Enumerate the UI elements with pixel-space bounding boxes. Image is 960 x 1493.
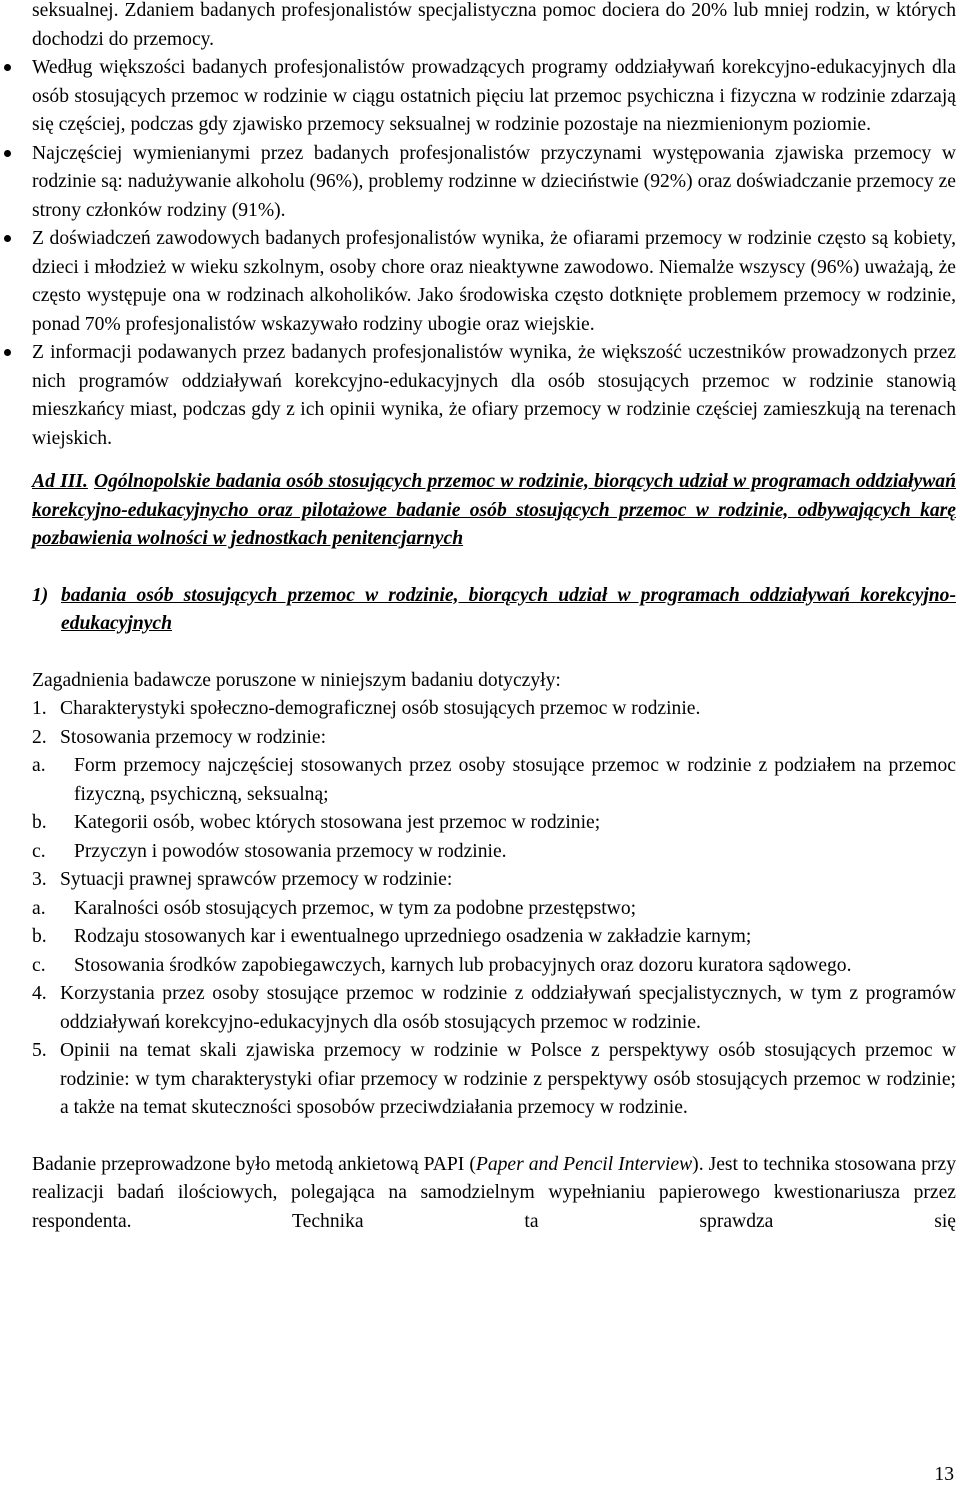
topics-intro: Zagadnienia badawcze poruszone w niniejszym badaniu dotyczyły: — [32, 669, 561, 691]
subtopic-text: Stosowania środków zapobiegawczych, karnych lub probacyjnych oraz dozoru kuratora sądowego. — [74, 954, 852, 976]
subtopic-marker: a. — [32, 755, 46, 776]
method-paragraph — [32, 1151, 956, 1237]
topic-item — [32, 1037, 956, 1123]
document-page — [32, 0, 956, 1236]
topic-marker: 4. — [32, 983, 47, 1004]
subtopic-marker: c. — [32, 954, 46, 976]
subtopic-list — [32, 895, 956, 981]
subtopic-list — [32, 752, 956, 866]
subtopic-text: Karalności osób stosujących przemoc, w tym za podobne przestępstwo; — [74, 897, 637, 919]
topic-text: Sytuacji prawnej sprawców przemocy w rodzinie: — [60, 869, 453, 890]
subtopic-marker: a. — [32, 897, 46, 919]
topic-marker: 1. — [32, 698, 47, 719]
topics-list — [32, 695, 956, 1123]
method-italic-term: Paper and Pencil Interview — [475, 1153, 693, 1175]
topic-text: Korzystania przez osoby stosujące przemoc w rodzinie z oddziaływań specjalistycznych, w tym z programów oddziaływań korekcyjno-edukacyjnych dla osób stosujących przemoc w rodzinie. — [60, 983, 956, 1033]
topic-item — [32, 980, 956, 1037]
subtopic-item — [32, 838, 956, 867]
subtopic-marker: b. — [32, 926, 47, 947]
topic-item — [32, 695, 956, 724]
subsection-title: badania osób stosujących przemoc w rodzinie, biorących udział w programach oddziaływań korekcyjno-edukacyjnych — [61, 584, 956, 634]
subtopic-text: Kategorii osób, wobec których stosowana jest przemoc w rodzinie; — [74, 812, 601, 833]
bullet-item: Według większości badanych profesjonalistów prowadzących programy oddziaływań korekcyjno-edukacyjnych dla osób stosujących przemoc w rodzinie w ciągu ostatnich pięciu lat przemoc psychiczna i fizyczna w rodzinie zdarzają się częściej, podczas gdy zjawisko przemocy seksualnej w rodzinie pozostaje na niezmienionym poziomie. — [32, 54, 956, 140]
subtopic-item — [32, 752, 956, 809]
findings-bullet-list — [32, 54, 956, 453]
page-number: 13 — [934, 1464, 954, 1485]
topic-item — [32, 866, 956, 895]
bullet-item: Z doświadczeń zawodowych badanych profesjonalistów wynika, że ofiarami przemocy w rodzinie często są kobiety, dzieci i młodzież w wieku szkolnym, osoby chore oraz nieaktywne zawodowo. Niemalże wszyscy (96%) uważają, że często występuje ona w rodzinach alkoholików. Jako środowiska często dotknięte problemem przemocy w rodzinie, ponad 70% profesjonalistów wskazywało rodziny ubogie oraz wiejskie. — [32, 225, 956, 339]
topic-marker: 2. — [32, 726, 47, 748]
topic-item — [32, 724, 956, 753]
section-heading — [32, 468, 956, 554]
subtopic-item — [32, 809, 956, 838]
topic-marker: 3. — [32, 869, 47, 890]
subtopic-marker: b. — [32, 812, 47, 833]
subtopic-text: Form przemocy najczęściej stosowanych przez osoby stosujące przemoc w rodzinie z podziałem na przemoc fizyczną, psychiczną, seksualną; — [74, 755, 956, 805]
subsection-number: 1) — [32, 584, 49, 606]
method-text-start: Badanie przeprowadzone było metodą ankietową PAPI ( — [32, 1153, 476, 1175]
section-prefix: Ad III. — [32, 471, 88, 492]
bullet-item: Najczęściej wymienianymi przez badanych profesjonalistów przyczynami występowania zjawiska przemocy w rodzinie są: nadużywanie alkoholu (96%), problemy rodzinne w dzieciństwie (92%) oraz doświadczanie przemocy ze strony członków rodziny (91%). — [32, 140, 956, 226]
method-text-end: ). Jest to technika stosowana przy realizacji badań ilościowych, polegająca na samodzielnym wypełnianiu papierowego kwestionariusza przez respondenta. Technika ta sprawdza się — [32, 1153, 957, 1232]
subtopic-item — [32, 895, 956, 924]
topic-text: Charakterystyki społeczno-demograficznej osób stosujących przemoc w rodzinie. — [60, 698, 701, 719]
subtopic-text: Rodzaju stosowanych kar i ewentualnego uprzedniego osadzenia w zakładzie karnym; — [74, 926, 752, 947]
topic-marker: 5. — [32, 1040, 47, 1061]
section-title: Ogólnopolskie badania osób stosujących przemoc w rodzinie, biorących udział w programach oddziaływań korekcyjno-edukacyjnycho oraz pilotażowe badanie osób stosujących przemoc w rodzinie, odbywających karę pozbawienia wolności w jednostkach penitencjarnych — [32, 471, 957, 549]
subtopic-item — [32, 923, 956, 952]
bullet-item: Z informacji podawanych przez badanych profesjonalistów wynika, że większość uczestników prowadzonych przez nich programów oddziaływań korekcyjno-edukacyjnych dla osób stosujących przemoc w rodzinie stanowią mieszkańcy miast, podczas gdy z ich opinii wynika, że ofiary przemocy w rodzinie częściej zamieszkują na terenach wiejskich. — [32, 339, 956, 453]
subtopic-marker: c. — [32, 840, 46, 862]
topic-text: Stosowania przemocy w rodzinie: — [60, 726, 327, 748]
topic-text: Opinii na temat skali zjawiska przemocy w rodzinie w Polsce z perspektywy osób stosujących przemoc w rodzinie: w tym charakterystyki ofiar przemocy w rodzinie z perspektywy osób stosujących przemoc w rodzinie; a także na temat skuteczności sposobów przeciwdziałania przemocy w rodzinie. — [60, 1040, 956, 1118]
subtopic-item — [32, 952, 956, 981]
intro-fragment: seksualnej. Zdaniem badanych profesjonalistów specjalistyczna pomoc dociera do 20% lub mniej rodzin, w których dochodzi do przemocy. — [32, 0, 956, 50]
subtopic-text: Przyczyn i powodów stosowania przemocy w rodzinie. — [74, 840, 507, 862]
subsection-heading — [32, 582, 956, 639]
